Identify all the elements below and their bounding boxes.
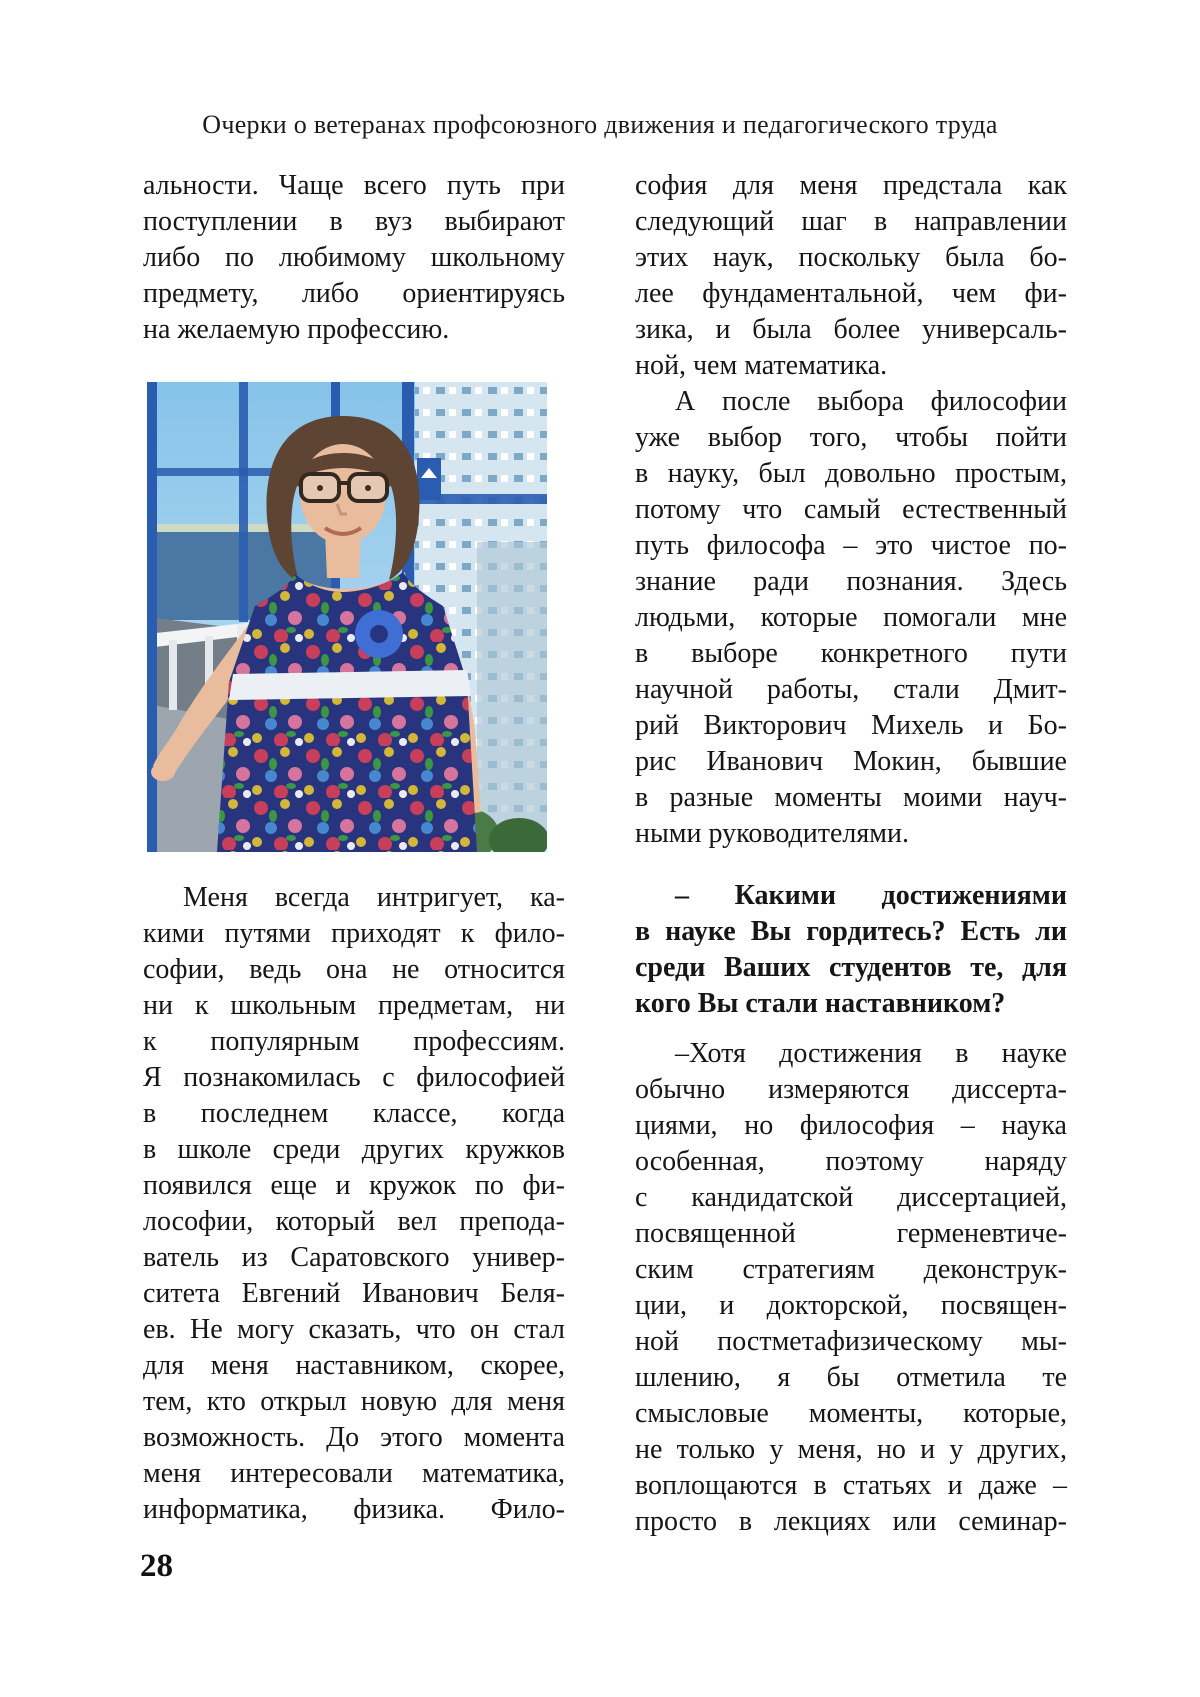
text-line: софия для меня предстала как xyxy=(635,170,1067,201)
text-line: для меня наставником, скорее, xyxy=(143,1350,565,1381)
text-line: Я познакомилась с философией xyxy=(143,1062,565,1093)
text-line: людьми, которые помогали мне xyxy=(635,602,1067,633)
text-line: ни к школьным предметам, ни xyxy=(143,990,565,1021)
text-line: поступлении в вуз выбирают xyxy=(143,206,565,237)
text-line: рис Иванович Мокин, бывшие xyxy=(635,746,1067,777)
text-line: посвященной герменевтиче- xyxy=(635,1218,1067,1249)
white-belt xyxy=(229,670,471,700)
text-line: шлению, я бы отметила те xyxy=(635,1362,1067,1393)
window-crossbar xyxy=(402,494,547,504)
text-line: обычно измеряются диссерта- xyxy=(635,1074,1067,1105)
text-line: ной, чем математика. xyxy=(635,350,888,381)
body-paragraph xyxy=(635,168,1067,384)
text-line: в науку, был довольно простым, xyxy=(635,458,1067,489)
text-line: среди Ваших студентов те, для xyxy=(635,952,1067,983)
text-line: тем, кто открыл новую для меня xyxy=(143,1386,565,1417)
text-line: к популярным профессиям. xyxy=(143,1026,565,1057)
text-line: не только у меня, но и у других, xyxy=(635,1434,1067,1465)
text-line: кого Вы стали наставником? xyxy=(635,988,1006,1019)
text-line: меня интересовали математика, xyxy=(143,1458,565,1489)
text-line: ной постметафизическому мы- xyxy=(635,1326,1067,1357)
portrait-photo-illustration xyxy=(147,382,547,852)
text-line: знание ради познания. Здесь xyxy=(635,566,1067,597)
text-line: ными руководителями. xyxy=(635,818,909,849)
text-line: кими путями приходят к фило- xyxy=(143,918,565,949)
text-line: лософии, который вел препода- xyxy=(143,1206,565,1237)
window-mullion xyxy=(239,382,248,622)
text-line: научной работы, стали Дмит- xyxy=(635,674,1067,705)
portrait-photo xyxy=(147,382,565,852)
text-line: ев. Не могу сказать, что он стал xyxy=(143,1314,565,1345)
text-line: ватель из Саратовского универ- xyxy=(143,1242,565,1273)
window-mullion xyxy=(147,382,157,852)
blue-flower-center xyxy=(370,625,388,643)
left-column xyxy=(143,168,565,1528)
text-line: циями, но философия – наука xyxy=(635,1110,1067,1141)
right-column xyxy=(635,168,1067,1540)
text-line: либо по любимому школьному xyxy=(143,242,565,273)
woman-eye xyxy=(317,485,323,491)
page-number: 28 xyxy=(140,1548,173,1584)
text-line: этих наук, поскольку была бо- xyxy=(635,242,1067,273)
building-side xyxy=(477,542,547,842)
body-paragraph xyxy=(143,880,565,1528)
text-line: в выборе конкретного пути xyxy=(635,638,1067,669)
text-line: Меня всегда интригует, ка- xyxy=(183,882,565,913)
text-line: предмету, либо ориентируясь xyxy=(143,278,565,309)
body-paragraph xyxy=(635,1036,1067,1540)
body-paragraph xyxy=(143,168,565,348)
text-line: возможность. До этого момента xyxy=(143,1422,565,1453)
text-line: смысловые моменты, которые, xyxy=(635,1398,1067,1429)
text-line: ситета Евгений Иванович Беля- xyxy=(143,1278,565,1309)
text-line: зика, и была более универсаль- xyxy=(635,314,1067,345)
text-line: в разные моменты моими науч- xyxy=(635,782,1067,813)
text-line: путь философа – это чистое по- xyxy=(635,530,1067,561)
text-line: воплощаются в статьях и даже – xyxy=(635,1470,1067,1501)
text-line: с кандидатской диссертацией, xyxy=(635,1182,1067,1213)
text-line: ским стратегиям деконструк- xyxy=(635,1254,1067,1285)
body-paragraph xyxy=(635,384,1067,852)
text-line: информатика, физика. Фило- xyxy=(143,1494,565,1525)
text-line: лее фундаментальной, чем фи- xyxy=(635,278,1067,309)
woman-eye xyxy=(365,485,371,491)
text-line: в последнем классе, когда xyxy=(143,1098,565,1129)
running-header: Очерки о ветеранах профсоюзного движения и педагогического труда xyxy=(202,110,998,139)
text-line: – Какими достижениями xyxy=(675,880,1067,911)
text-line: рий Викторович Михель и Бо- xyxy=(635,710,1067,741)
text-line: появился еще и кружок по фи- xyxy=(143,1170,565,1201)
woman-left-hand xyxy=(151,763,175,781)
text-line: альности. Чаще всего путь при xyxy=(143,170,565,201)
text-line: на желаемую профессию. xyxy=(143,314,450,345)
text-line: –Хотя достижения в науке xyxy=(675,1038,1067,1069)
text-line: А после выбора философии xyxy=(675,386,1067,417)
text-line: в науке Вы гордитесь? Есть ли xyxy=(635,916,1067,947)
text-line: в школе среди других кружков xyxy=(143,1134,565,1165)
text-line: ции, и докторской, посвящен- xyxy=(635,1290,1067,1321)
blue-sign xyxy=(417,458,441,500)
text-line: софии, ведь она не относится xyxy=(143,954,565,985)
interview-question-paragraph xyxy=(635,878,1067,1022)
text-line: уже выбор того, чтобы пойти xyxy=(635,422,1067,453)
dress-flowers xyxy=(217,572,477,852)
text-line: следующий шаг в направлении xyxy=(635,206,1067,237)
text-line: просто в лекциях или семинар- xyxy=(635,1506,1067,1537)
text-line: особенная, поэтому наряду xyxy=(635,1146,1067,1177)
text-line: потому что самый естественный xyxy=(635,494,1067,525)
